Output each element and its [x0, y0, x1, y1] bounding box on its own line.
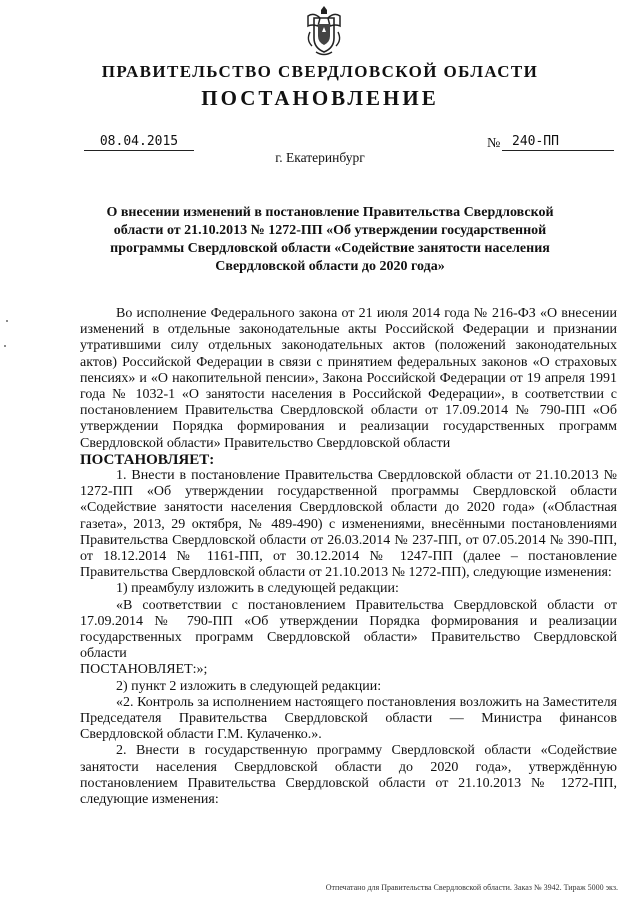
document-title: О внесении изменений в постановление Правительства Свердловской области от 21.10.2013 № 1272-ПП «Об утверждении государственной программы Свердловской области «Содействие занятости населения Свердловской области до 2020 года» — [106, 205, 554, 274]
item-2-paragraph: 2. Внести в государственную программу Свердловской области «Содействие занятости населения Свердловской области до 2020 года», утверждённую постановлением Правительства Свердловской области от 21.10.2013 № 1272-ПП, следующие изменения: — [80, 743, 617, 808]
quote-1-paragraph: «В соответствии с постановлением Правительства Свердловской области от 17.09.2014 № 790-ПП «Об утверждении Порядка формирования и реализации государственных программ Свердловской области» Правительство Свердловской области — [80, 597, 617, 662]
decree-date: 08.04.2015 — [84, 134, 194, 151]
item-1-2-paragraph: 2) пункт 2 изложить в следующей редакции: — [116, 678, 382, 694]
preamble-paragraph: Во исполнение Федерального закона от 21 июля 2014 года № 216-ФЗ «О внесении изменений в отдельные законодательные акты Российской Федерации и признании утратившими силу отдельных законодательных актов (положений законодательных актов) Российской Федерации в связи с принятием федеральных законов «О страховых пенсиях» и «О накопительной пенсии», Закона Российской Федерации от 19 апреля 1991 года № 1032-1 «О занятости населения в Российской Федерации», в соответствии с постановлением Правительства Свердловской области от 17.09.2014 № 790-ПП «Об утверждении Порядка формирования и реализации государственных программ Свердловской области» Правительство Свердловской области — [80, 306, 617, 451]
city: г. Екатеринбург — [275, 150, 365, 165]
print-footer: Отпечатано для Правительства Свердловской области. Заказ № 3942. Тираж 5000 экз. — [325, 883, 618, 892]
item-1-paragraph: 1. Внести в постановление Правительства Свердловской области от 21.10.2013 № 1272-ПП «Об утверждении государственной программы Свердловской области «Содействие занятости населения Свердловской области до 2020 года» («Областная газета», 2013, 29 октября, № 489-490) с изменениями, внесёнными постановлениями Правительства Свердловской области от 26.03.2014 № 237-ПП, от 07.05.2014 № 390-ПП, от 18.12.2014 № 1161-ПП, от 30.12.2014 № 1247-ПП (далее – постановление Правительства Свердловской области от 21.10.2013 № 1272-ПП), следующие изменения: — [80, 468, 617, 581]
margin-speck — [4, 345, 6, 347]
resolves-heading: ПОСТАНОВЛЯЕТ: — [80, 451, 215, 468]
number-sign: № — [487, 136, 501, 151]
document-type: ПОСТАНОВЛЕНИЕ — [201, 86, 439, 110]
item-1-1-paragraph: 1) преамбулу изложить в следующей редакции: — [116, 581, 399, 597]
quote-1-end: ПОСТАНОВЛЯЕТ:»; — [80, 662, 208, 678]
government-name: ПРАВИТЕЛЬСТВО СВЕРДЛОВСКОЙ ОБЛАСТИ — [101, 62, 539, 81]
document-body — [80, 306, 617, 808]
quote-2-paragraph: «2. Контроль за исполнением настоящего постановления возложить на Заместителя Председателя Правительства Свердловской области — Министра финансов Свердловской области Г.М. Кулаченко.». — [80, 694, 617, 743]
decree-number: 240-ПП — [502, 134, 614, 151]
margin-speck — [6, 320, 8, 322]
coat-of-arms-emblem — [300, 2, 348, 58]
